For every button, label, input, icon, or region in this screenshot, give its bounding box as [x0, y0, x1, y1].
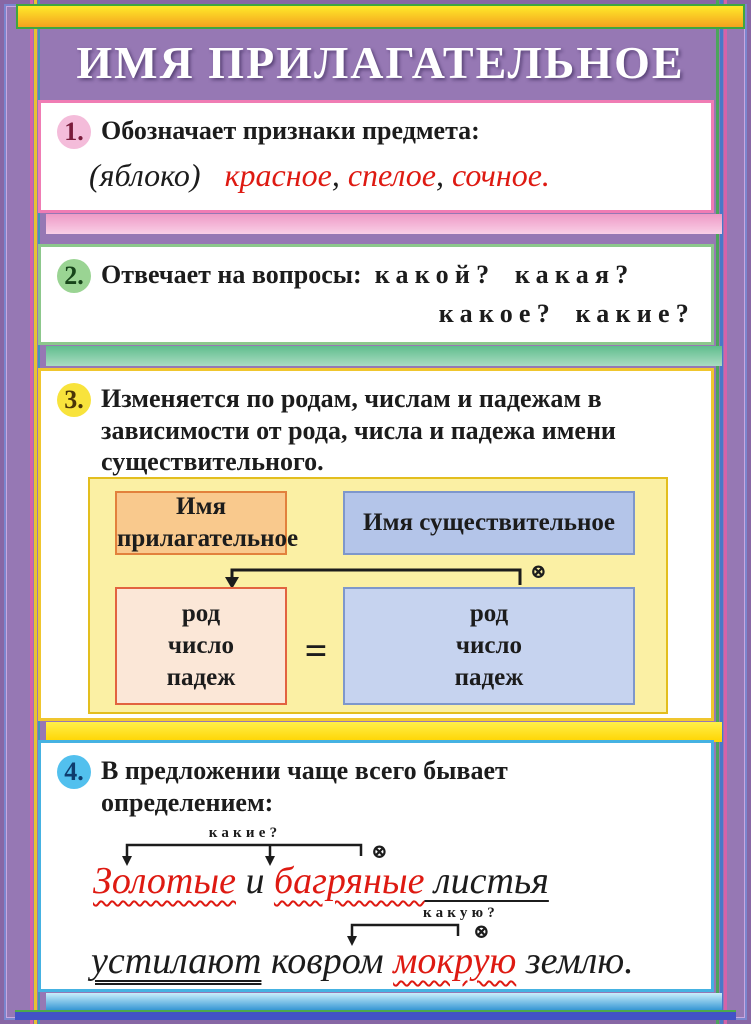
- rule-card-3: [38, 368, 714, 721]
- rule2-questions-line2: [41, 293, 711, 329]
- rule-card-4: [38, 740, 714, 992]
- object-word: ковром: [261, 940, 394, 982]
- rule-card-2: [38, 244, 714, 345]
- question-word-3: какое?: [438, 299, 556, 328]
- attr-gender: род: [181, 600, 221, 627]
- morphology-diagram: [88, 477, 668, 714]
- frame-stripe-left-yellow: [34, 0, 37, 1024]
- adjective-word: багряные: [273, 860, 425, 902]
- example-noun: (яблоко): [89, 157, 201, 193]
- adjective-attrs-box: [115, 587, 287, 705]
- question-word-2: какая?: [514, 260, 635, 289]
- question-label-1: какие?: [208, 825, 282, 841]
- attr-case: падеж: [454, 664, 524, 691]
- conjunction-word: и: [235, 860, 274, 902]
- attr-case: падеж: [166, 664, 236, 691]
- rule1-heading: Обозначает признаки предмета:: [101, 116, 480, 145]
- agreement-arrow: [90, 553, 670, 589]
- rule2-heading-text: Отвечает на вопросы:: [101, 260, 362, 289]
- frame-stripe-right-blue: [720, 0, 723, 1024]
- adjective-header-box: Имя прилагательное: [115, 491, 287, 555]
- rule3-heading: Изменяется по родам, числам и падежам в зависимости от рода, числа и падежа имени существительного.: [101, 384, 616, 477]
- circled-times-icon: ⊗: [530, 561, 547, 583]
- rule-card-1: [38, 100, 714, 213]
- bottom-accent-bar: [15, 1010, 736, 1020]
- poster-title: ИМЯ ПРИЛАГАТЕЛЬНОЕ: [76, 37, 685, 88]
- noun-header-box: Имя существительное: [343, 491, 635, 555]
- frame-stripe-right-pink: [724, 0, 727, 1024]
- circled-times-icon: ⊗: [473, 921, 490, 943]
- attr-gender: род: [469, 600, 509, 627]
- adjective-word: мокрую: [393, 940, 517, 982]
- number-badge-4: 4.: [57, 755, 91, 789]
- question-label-2: какую?: [422, 905, 499, 921]
- top-accent-bar: [16, 4, 745, 29]
- rule4-heading: В предложении чаще всего бывает определением:: [101, 756, 508, 817]
- attr-number: число: [455, 632, 523, 659]
- sentence-line-2: [91, 939, 634, 983]
- frame-stripe-left-pink: [30, 0, 33, 1024]
- noun-attrs-box: [343, 587, 635, 705]
- frame-stripe-right-green: [716, 0, 719, 1024]
- adjective-word-1: красное: [224, 157, 332, 193]
- adjective-word-3: сочное: [451, 157, 542, 193]
- period: .: [541, 157, 550, 193]
- adjective-word: Золотые: [93, 860, 236, 902]
- number-badge-1: 1.: [57, 115, 91, 149]
- predicate-word: устилают: [91, 940, 262, 982]
- adjective-word-2: спелое: [347, 157, 436, 193]
- number-badge-3: 3.: [57, 383, 91, 417]
- circled-times-icon: ⊗: [371, 841, 388, 863]
- rule2-heading: [101, 259, 635, 291]
- number-badge-2: 2.: [57, 259, 91, 293]
- question-word-1: какой?: [374, 260, 496, 289]
- question-word-4: какие?: [575, 299, 695, 328]
- object-word: землю.: [516, 940, 634, 982]
- comma: ,: [435, 157, 444, 193]
- attr-number: число: [167, 632, 235, 659]
- subject-word: листья: [424, 860, 549, 902]
- equals-sign: =: [304, 628, 328, 673]
- comma: ,: [331, 157, 340, 193]
- card2-shadow-strip: [46, 346, 722, 366]
- card3-shadow-strip: [46, 722, 722, 742]
- card1-shadow-strip: [46, 214, 722, 234]
- sentence-line-1: [93, 859, 549, 903]
- rule1-example: [41, 149, 711, 194]
